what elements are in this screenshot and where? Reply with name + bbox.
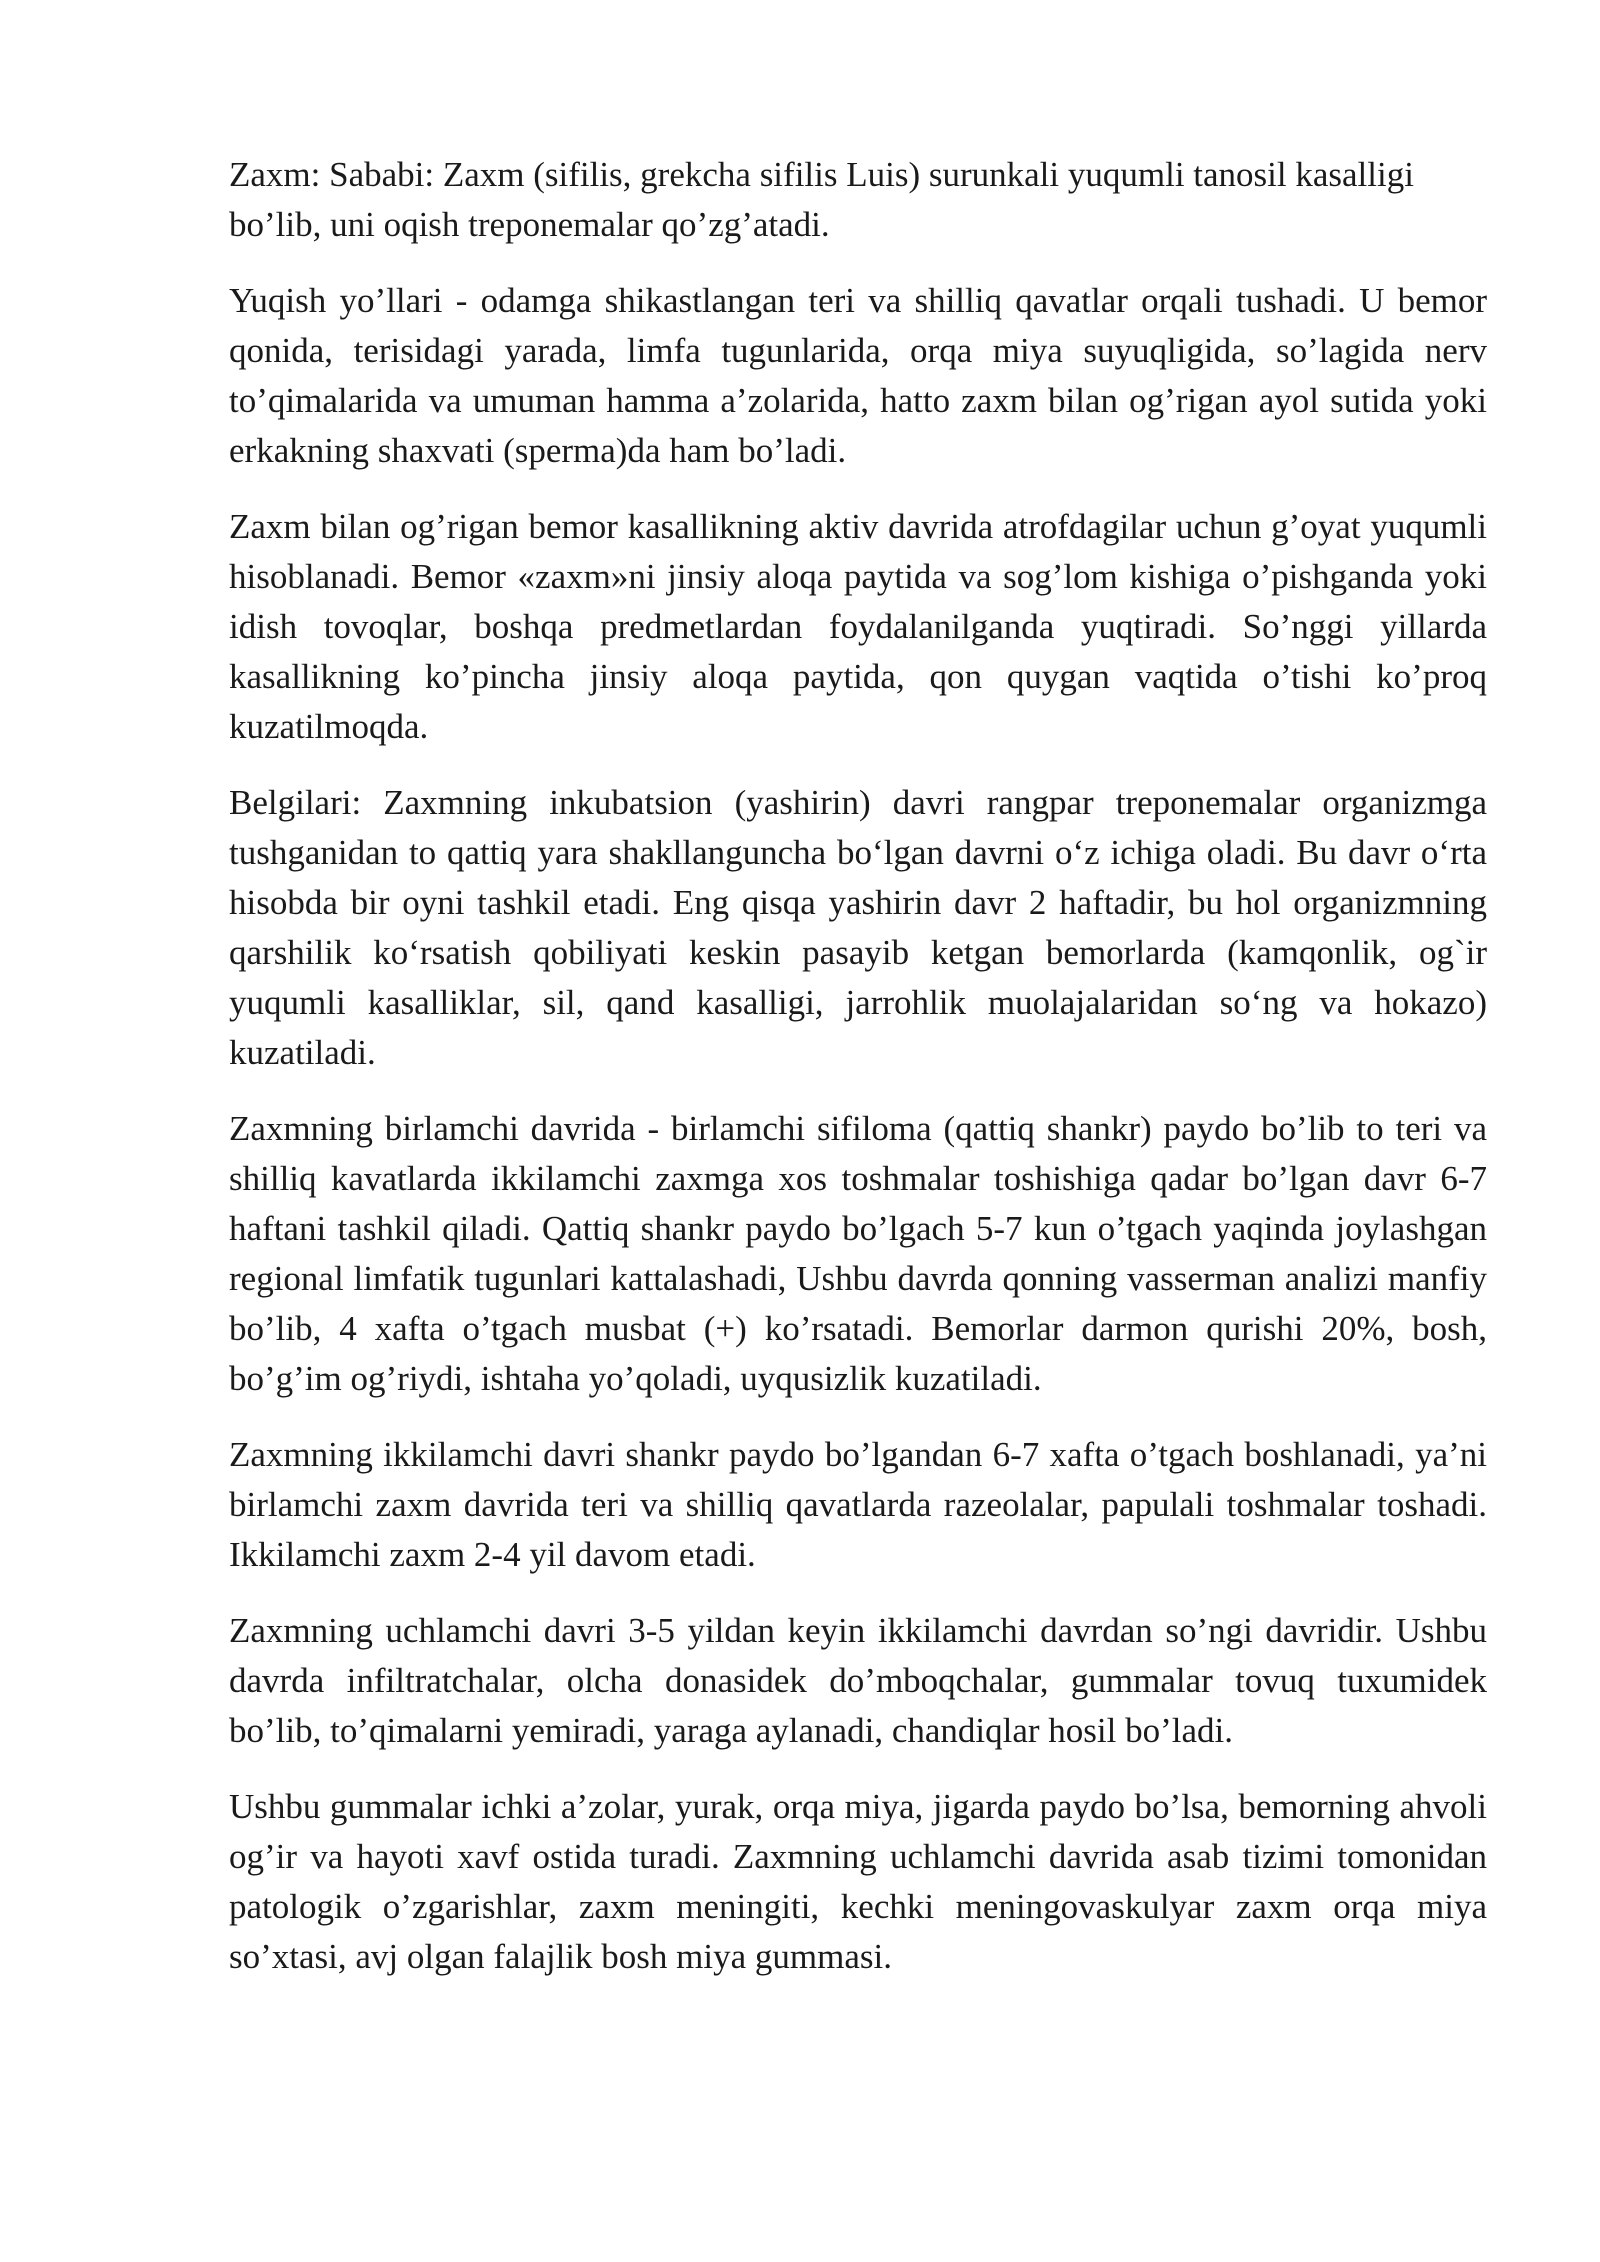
- paragraph-symptoms-incubation: Belgilari: Zaxmning inkubatsion (yashirin) davri rangpar treponemalar organizmga tushganidan to qattiq yara shakllanguncha bo‘lgan davrni o‘z ichiga oladi. Bu davr o‘rta hisobda bir oyni tashkil etadi. Eng qisqa yashirin davr 2 haftadir, bu hol organizmning qarshilik ko‘rsatish qobiliyati keskin pasayib ketgan bemorlarda (kamqonlik, og`ir yuqumli kasalliklar, sil, qand kasalligi, jarrohlik muolajalaridan so‘ng va hokazo) kuzatiladi.: [229, 783, 1487, 1072]
- paragraph-tertiary-stage: Zaxmning uchlamchi davri 3-5 yildan keyin ikkilamchi davrdan so’ngi davridir. Ushbu davrda infiltratchalar, olcha donasidek do’mboqchalar, gummalar tovuq tuxumidek bo’lib, to’qimalarni yemiradi, yaraga aylanadi, chandiqlar hosil bo’ladi.: [229, 1611, 1487, 1750]
- document-body: [229, 150, 1487, 2008]
- paragraph-primary-stage: Zaxmning birlamchi davrida - birlamchi sifiloma (qattiq shankr) paydo bo’lib to teri va shilliq kavatlarda ikkilamchi zaxmga xos toshmalar toshishiga qadar bo’lgan davr 6-7 haftani tashkil qiladi. Qattiq shankr paydo bo’lgach 5-7 kun o’tgach yaqinda joylashgan regional limfatik tugunlari kattalashadi, Ushbu davrda qonning vasserman analizi manfiy bo’lib, 4 xafta o’tgach musbat (+) ko’rsatadi. Bemorlar darmon qurishi 20%, bosh, bo’g’im og’riydi, ishtaha yo’qoladi, uyqusizlik kuzatiladi.: [229, 1109, 1487, 1398]
- paragraph-secondary-stage: Zaxmning ikkilamchi davri shankr paydo bo’lgandan 6-7 xafta o’tgach boshlanadi, ya’ni birlamchi zaxm davrida teri va shilliq qavatlarda razeolalar, papulali toshmalar toshadi. Ikkilamchi zaxm 2-4 yil davom etadi.: [229, 1435, 1487, 1574]
- paragraph-definition: Zaxm: Sababi: Zaxm (sifilis, grekcha sifilis Luis) surunkali yuqumli tanosil kasalligi bo’lib, uni oqish treponemalar qo’zg’atadi.: [229, 155, 1414, 244]
- paragraph-transmission-routes: Yuqish yo’llari - odamga shikastlangan teri va shilliq qavatlar orqali tushadi. U bemor qonida, terisidagi yarada, limfa tugunlarida, orqa miya suyuqligida, so’lagida nerv to’qimalarida va umuman hamma a’zolarida, hatto zaxm bilan og’rigan ayol sutida yoki erkakning shaxvati (sperma)da ham bo’ladi.: [229, 281, 1487, 470]
- paragraph-contagiousness: Zaxm bilan og’rigan bemor kasallikning aktiv davrida atrofdagilar uchun g’oyat yuqumli hisoblanadi. Bemor «zaxm»ni jinsiy aloqa paytida va sog’lom kishiga o’pishganda yoki idish tovoqlar, boshqa predmetlardan foydalanilganda yuqtiradi. So’nggi yillarda kasallikning ko’pincha jinsiy aloqa paytida, qon quygan vaqtida o’tishi ko’proq kuzatilmoqda.: [229, 507, 1487, 746]
- paragraph-complications: Ushbu gummalar ichki a’zolar, yurak, orqa miya, jigarda paydo bo’lsa, bemorning ahvoli og’ir va hayoti xavf ostida turadi. Zaxmning uchlamchi davrida asab tizimi tomonidan patologik o’zgarishlar, zaxm meningiti, kechki meningovaskulyar zaxm orqa miya so’xtasi, avj olgan falajlik bosh miya gummasi.: [229, 1787, 1487, 1976]
